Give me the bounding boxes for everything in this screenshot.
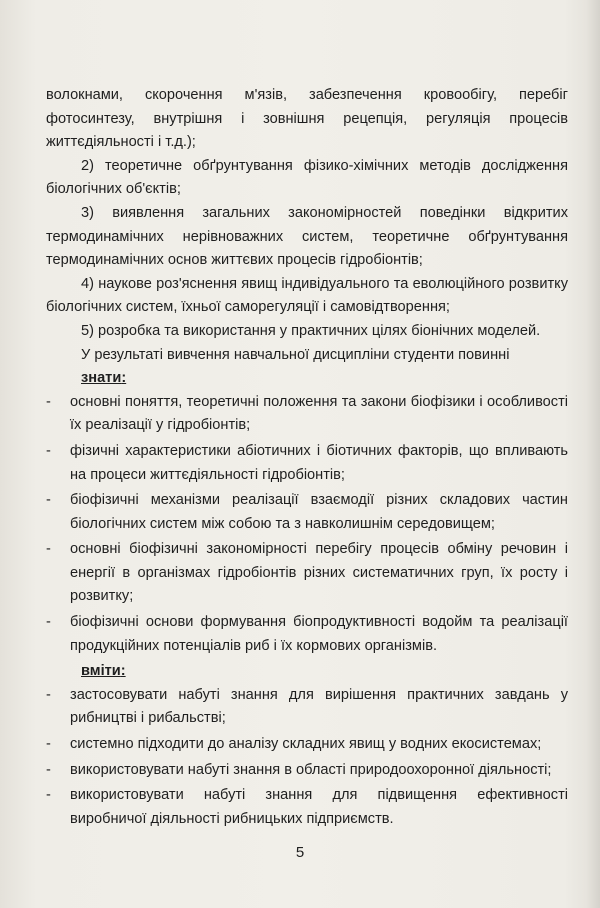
able-list bbox=[46, 684, 568, 832]
know-item-text: фізичні характеристики абіотичних і біотичних факторів, що впливають на процеси життєдіяльності гідробіонтів; bbox=[70, 442, 568, 483]
bullet-dash: - bbox=[46, 442, 51, 459]
bullet-dash: - bbox=[46, 787, 51, 804]
know-heading-colon: : bbox=[121, 370, 127, 387]
know-item-text: основні поняття, теоретичні положення та закони біофізики і особливості їх реалізації у гідробіонтів; bbox=[70, 393, 568, 434]
paragraph-3: 3) виявлення загальних закономірностей поведінки відкритих термодинамічних нерівноважних систем, теоретичне обґрунтування термодинамічних основ життєвих процесів гідробіонтів; bbox=[46, 204, 568, 269]
able-item bbox=[46, 784, 568, 831]
able-heading-colon: : bbox=[120, 663, 126, 680]
able-heading-text: вміти bbox=[81, 663, 121, 680]
paragraph-5: 5) розробка та використання у практичних цілях біонічних моделей. bbox=[81, 322, 541, 339]
page-body bbox=[46, 84, 568, 833]
paragraph-2: 2) теоретичне обґрунтування фізико-хімічних методів дослідження біологічних об'єктів; bbox=[46, 157, 568, 198]
able-item-text: системно підходити до аналізу складних явищ у водних екосистемах; bbox=[70, 736, 542, 753]
know-item-text: біофізичні механізми реалізації взаємодії різних складових частин біологічних систем між собою та з навколишнім середовищем; bbox=[70, 492, 568, 532]
able-item-text: використовувати набуті знання в області природоохоронної діяльності; bbox=[70, 761, 552, 778]
bullet-dash: - bbox=[46, 736, 51, 753]
able-item bbox=[46, 684, 568, 731]
page-number: 5 bbox=[295, 844, 305, 861]
able-item bbox=[46, 733, 568, 757]
paragraph-6: У результаті вивчення навчальної дисципліни студенти повинні bbox=[81, 346, 510, 363]
page-edge-shadow bbox=[586, 0, 600, 908]
able-item-text: використовувати набуті знання для підвищення ефективності виробничої діяльності рибницьких підприємств. bbox=[70, 787, 568, 827]
know-item bbox=[46, 391, 568, 438]
bullet-dash: - bbox=[46, 541, 51, 558]
bullet-dash: - bbox=[46, 614, 51, 631]
paragraph-4: 4) наукове роз'яснення явищ індивідуального та еволюційного розвитку біологічних систем, їхньої саморегуляції і самовідтворення; bbox=[46, 275, 568, 316]
bullet-dash: - bbox=[46, 492, 51, 509]
bullet-dash: - bbox=[46, 686, 51, 703]
know-item-text: основні біофізичні закономірності перебігу процесів обміну речовин і енергії в організмах гідробіонтів різних систематичних груп, їх росту і розвитку; bbox=[70, 541, 568, 605]
know-list bbox=[46, 391, 568, 659]
know-heading-text: знати bbox=[81, 370, 122, 387]
able-item-text: застосовувати набуті знання для вирішення практичних завдань у рибництві і рибальстві; bbox=[70, 686, 568, 727]
know-item bbox=[46, 538, 568, 609]
know-item bbox=[46, 611, 568, 658]
know-heading bbox=[81, 367, 568, 391]
able-heading bbox=[81, 660, 568, 684]
bullet-dash: - bbox=[46, 761, 51, 778]
know-item bbox=[46, 489, 568, 536]
know-item-text: біофізичні основи формування біопродуктивності водойм та реалізації продукційних потенціалів риб і їх кормових організмів. bbox=[70, 614, 568, 654]
know-item bbox=[46, 440, 568, 487]
paragraph-1: волокнами, скорочення м'язів, забезпечення кровообігу, перебіг фотосинтезу, внутрішня і зовнішня рецепція, регуляція процесів життєдіяльності і т.д.); bbox=[46, 87, 568, 151]
able-item bbox=[46, 759, 568, 783]
bullet-dash: - bbox=[46, 393, 51, 410]
